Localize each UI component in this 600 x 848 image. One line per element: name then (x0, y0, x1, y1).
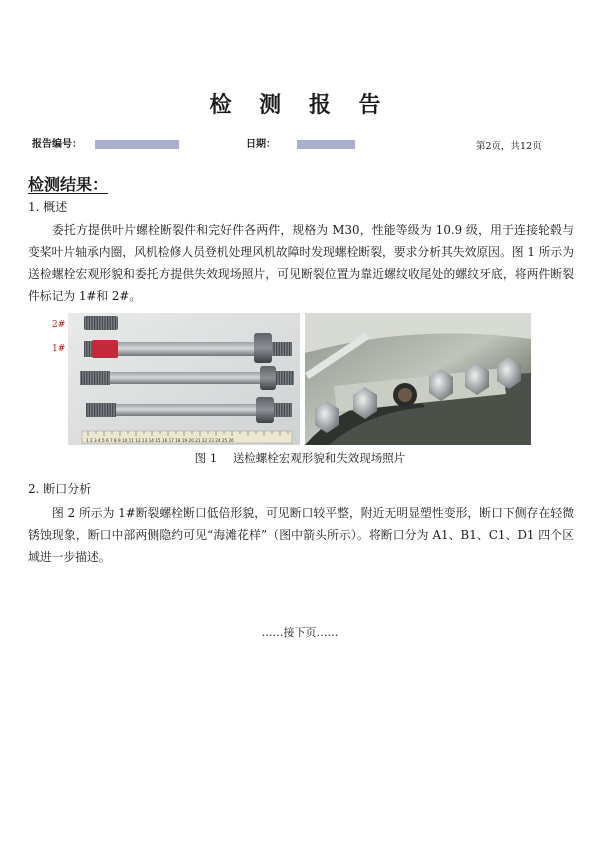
report-number (32, 135, 179, 150)
redacted-report-number (95, 140, 179, 149)
results-heading: 检测结果： (28, 175, 109, 194)
bolts-macro-photo (68, 313, 300, 445)
page-info: 第2页，共12页 (476, 141, 542, 152)
continue-next-page: ……接下页…… (261, 626, 339, 639)
page-title: 检 测 报 告 (209, 92, 391, 118)
section-1-title: 1. 概述 (28, 200, 68, 214)
tag-1: 1# (52, 344, 66, 354)
ruler-numbers: 1 2 3 4 5 6 7 8 9 10 11 12 13 14 15 16 17 18 19 20 21 22 23 24 25 26 (86, 438, 234, 443)
section-1-paragraph: 委托方提供叶片螺栓断裂件和完好件各两件，规格为 M30，性能等级为 10.9 级，用于连接轮毂与变桨叶片轴承内圈，风机检修人员登机处理风机故障时发现螺栓断裂，要求分析其失效原因。图 1 所示为送检螺栓宏观形貌和委托方提供失效现场照片，可见断裂位置为靠近螺纹收尾处的螺纹牙底，将两件断裂件标记为 1#和 2#。 (28, 223, 574, 303)
section-2-title: 2. 断口分析 (28, 482, 92, 496)
section-2-paragraph: 图 2 所示为 1#断裂螺栓断口低倍形貌，可见断口较平整，附近无明显塑性变形，断口下侧存在轻微锈蚀现象，断口中部两侧隐约可见“海滩花样”（图中箭头所示）。将断口分为 A1、B1、C1、D1 四个区域进一步描述。 (28, 506, 574, 564)
figure-1-caption-text: 送检螺栓宏观形貌和失效现场照片 (232, 451, 406, 465)
tag-2: 2# (52, 320, 66, 330)
report-number-label: 报告编号： (32, 139, 82, 150)
failure-site-photo (305, 313, 531, 445)
failure-site-illustration (305, 313, 531, 445)
bolts-photo-illustration (68, 313, 300, 445)
report-date (246, 135, 355, 150)
redacted-date (297, 140, 355, 149)
date-label: 日期： (246, 139, 276, 150)
figure-1-number: 图 1 (194, 451, 218, 465)
figure-1-caption (0, 450, 600, 466)
